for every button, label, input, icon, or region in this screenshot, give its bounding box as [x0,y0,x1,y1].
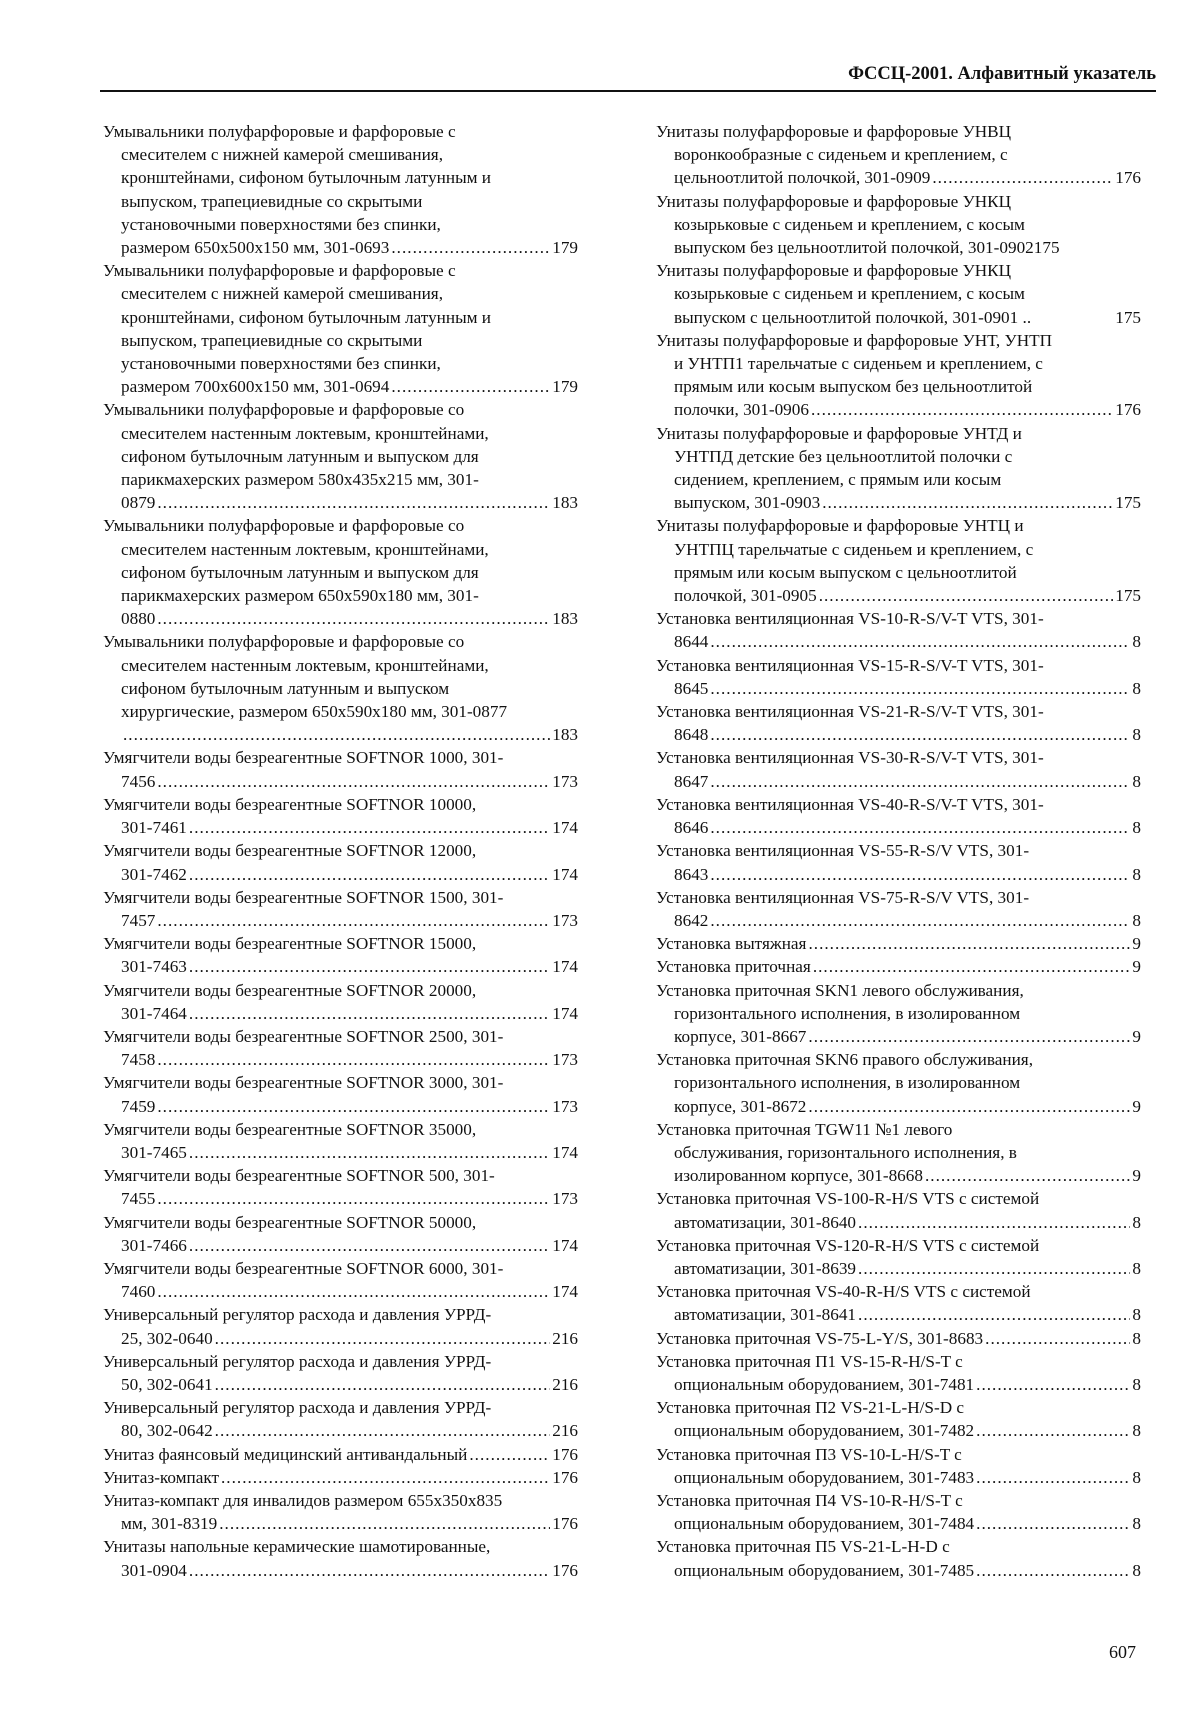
index-entry [103,1466,578,1489]
entry-first-line: Умягчители воды безреагентные SOFTNOR 12000, [103,841,477,861]
entry-first-line: Установка приточная VS-120-R-H/S VTS с системой [656,1235,1040,1255]
entry-continuation-line: горизонтального исполнения, в изолированном [674,1003,1021,1023]
index-entry [103,1535,578,1581]
index-entry [103,514,578,630]
entry-last-line: 7459 [121,1096,156,1116]
dot-leader [710,630,1130,653]
entry-page-ref: 176 [1115,400,1141,420]
dot-leader [189,955,550,978]
entry-page-ref: 8 [1132,1305,1141,1325]
dot-leader [391,236,550,259]
entry-last-line: корпусе, 301-8672 [674,1096,807,1116]
entry-last-line: опциональным оборудованием, 301-7484 [674,1514,975,1534]
index-entry [656,886,1141,932]
index-entry [656,190,1141,260]
dot-leader [858,1257,1130,1280]
dot-leader [157,1095,550,1118]
entry-first-line: Установка приточная VS-40-R-H/S VTS с системой [656,1282,1031,1302]
entry-first-line: Унитазы полуфарфоровые и фарфоровые УНТД и [656,423,1022,443]
entry-continuation-line: козырьковые с сиденьем и креплением, с косым [674,214,1025,234]
dot-leader [219,1512,550,1535]
dot-leader [808,1095,1130,1118]
entry-first-line: Умывальники полуфарфоровые и фарфоровые со [103,632,465,652]
entry-last-line: 301-7466 [121,1235,187,1255]
entry-page-ref: 179 [552,377,578,397]
dot-leader [391,375,550,398]
index-entry [656,1280,1141,1326]
entry-last-line: изолированном корпусе, 301-8668 [674,1166,923,1186]
dot-leader [808,1025,1130,1048]
entry-continuation-line: прямым или косым выпуском без цельноотлитой [674,377,1033,397]
dot-leader [189,1002,550,1025]
entry-first-line: Умягчители воды безреагентные SOFTNOR 1500, 301- [103,887,504,907]
entry-last-line: 50, 302-0641 [121,1374,213,1394]
index-entry [656,422,1141,515]
dot-leader [985,1327,1130,1350]
entry-text: Установка вытяжная [656,934,807,954]
dot-leader [813,955,1131,978]
entry-last-line: опциональным оборудованием, 301-7482 [674,1421,975,1441]
entry-page-ref: 174 [552,818,578,838]
entry-first-line: Умывальники полуфарфоровые и фарфоровые со [103,400,465,420]
index-entry [656,120,1141,190]
dot-leader [157,909,550,932]
entry-continuation-line: смесителем настенным локтевым, кронштейнами, [121,539,489,559]
running-header [100,62,1156,92]
index-entry [103,1303,578,1349]
entry-text: Унитаз-компакт [103,1467,219,1487]
entry-first-line: Унитазы напольные керамические шамотированные, [103,1537,491,1557]
entry-page-ref: 216 [552,1328,578,1348]
index-entry [103,746,578,792]
index-entry [103,793,578,839]
dot-leader [189,863,550,886]
entry-first-line: Установка вентиляционная VS-55-R-S/V VTS, 301- [656,841,1030,861]
entry-first-line: Умягчители воды безреагентные SOFTNOR 6000, 301- [103,1258,504,1278]
index-entry [656,746,1141,792]
entry-continuation-line: смесителем с нижней камерой смешивания, [121,145,444,165]
header-title: ФССЦ-2001. Алфавитный указатель [848,64,1156,84]
dot-leader [157,1187,550,1210]
entry-first-line: Умягчители воды безреагентные SOFTNOR 35000, [103,1119,477,1139]
entry-last-line: 8648 [674,725,709,745]
index-entry [656,979,1141,1049]
entry-page-ref: 174 [552,864,578,884]
index-entry [656,1350,1141,1396]
index-entry [656,1327,1141,1350]
dot-leader [710,677,1130,700]
entry-page-ref: 176 [552,1467,578,1487]
entry-last-line: 7460 [121,1282,156,1302]
entry-page-ref: 9 [1132,934,1141,954]
entry-first-line: Умывальники полуфарфоровые и фарфоровые с [103,261,456,281]
entry-last-line: 301-7462 [121,864,187,884]
entry-page-ref: 174 [552,1282,578,1302]
entry-continuation-line: смесителем настенным локтевым, кронштейнами, [121,655,489,675]
entry-first-line: Установка приточная SKN1 левого обслуживания, [656,980,1024,1000]
entry-first-line: Умягчители воды безреагентные SOFTNOR 500, 301- [103,1166,495,1186]
dot-leader [976,1512,1130,1535]
dot-leader [123,723,550,746]
entry-continuation-line: обслуживания, горизонтального исполнения, в [674,1142,1017,1162]
entry-first-line: Умягчители воды безреагентные SOFTNOR 2500, 301- [103,1026,504,1046]
entry-continuation-line: смесителем с нижней камерой смешивания, [121,284,444,304]
entry-first-line: Установка вентиляционная VS-15-R-S/V-T VTS, 301- [656,655,1044,675]
entry-continuation-line: сидением, креплением, с прямым или косым [674,470,1002,490]
entry-first-line: Умывальники полуфарфоровые и фарфоровые с [103,122,456,141]
entry-first-line: Установка приточная П3 VS-10-L-H/S-T с [656,1444,962,1464]
entry-first-line: Универсальный регулятор расхода и давления УРРД- [103,1351,492,1371]
entry-continuation-line: сифоном бутылочным латунным и выпуском для [121,562,479,582]
index-entry [656,514,1141,607]
entry-last-line: опциональным оборудованием, 301-7483 [674,1467,975,1487]
entry-page-ref: 8 [1132,1212,1141,1232]
index-column-right [656,120,1141,1582]
entry-page-ref: 175 [1115,586,1141,606]
entry-last-line: опциональным оборудованием, 301-7485 [674,1560,975,1580]
entry-page-ref: 175 [1115,493,1141,513]
dot-leader [215,1419,551,1442]
entry-continuation-line: парикмахерских размером 650х590х180 мм, 301- [121,586,479,606]
entry-page-ref: 8 [1132,725,1141,745]
dot-leader [808,932,1130,955]
dot-leader [215,1327,551,1350]
index-entry [656,839,1141,885]
entry-page-ref: 8 [1132,1374,1141,1394]
entry-last-line: 8645 [674,678,709,698]
entry-last-line: размером 650х500х150 мм, 301-0693 [121,238,390,258]
index-entry [103,1211,578,1257]
entry-last-line: 25, 302-0640 [121,1328,213,1348]
entry-page-ref: 176 [1115,168,1141,188]
index-entry [103,1257,578,1303]
entry-last-line: 8644 [674,632,709,652]
entry-continuation-line: сифоном бутылочным латунным и выпуском для [121,446,479,466]
entry-last-line: 8643 [674,864,709,884]
index-entry [103,1164,578,1210]
entry-page-ref: 183 [552,725,578,745]
index-entry [103,1025,578,1071]
entry-continuation-line: установочными поверхностями без спинки, [121,354,441,374]
entry-first-line: Установка приточная П5 VS-21-L-H-D с [656,1537,950,1557]
index-entry [103,398,578,514]
entry-continuation-line: парикмахерских размером 580х435х215 мм, 301- [121,470,479,490]
entry-continuation-line: кронштейнами, сифоном бутылочным латунным и [121,307,491,327]
index-entry [103,1443,578,1466]
entry-last-line: автоматизации, 301-8639 [674,1258,857,1278]
entry-page-ref: 9 [1132,1026,1141,1046]
entry-first-line: Установка вентиляционная VS-75-R-S/V VTS, 301- [656,887,1030,907]
entry-continuation-line: УНТПД детские без цельноотлитой полочки с [674,446,1013,466]
index-entry [656,793,1141,839]
entry-page-ref: 8 [1132,771,1141,791]
entry-first-line: Умывальники полуфарфоровые и фарфоровые со [103,516,465,536]
entry-first-line: Универсальный регулятор расхода и давления УРРД- [103,1398,492,1418]
entry-first-line: Установка приточная SKN6 правого обслуживания, [656,1050,1033,1070]
entry-continuation-line: выпуском без цельноотлитой полочкой, 301-0902175 [674,238,1060,258]
index-entry [103,1118,578,1164]
dot-leader [932,166,1113,189]
dot-leader [710,770,1130,793]
index-entry [656,1443,1141,1489]
dot-leader [215,1373,551,1396]
index-entry [103,979,578,1025]
entry-page-ref: 8 [1132,1514,1141,1534]
index-entry [656,955,1141,978]
entry-page-ref: 9 [1132,1096,1141,1116]
entry-page-ref: 216 [552,1374,578,1394]
entry-last-line: автоматизации, 301-8640 [674,1212,857,1232]
entry-last-line: 7458 [121,1050,156,1070]
entry-page-ref: 8 [1132,864,1141,884]
entry-first-line: Умягчители воды безреагентные SOFTNOR 3000, 301- [103,1073,504,1093]
entry-last-line: 301-7465 [121,1142,187,1162]
entry-page-ref: 9 [1132,1166,1141,1186]
dot-leader [822,491,1113,514]
dot-leader [469,1443,550,1466]
entry-continuation-line: козырьковые с сиденьем и креплением, с косым [674,284,1025,304]
dot-leader [157,770,550,793]
entry-last-line: мм, 301-8319 [121,1514,218,1534]
entry-text: Установка приточная [656,957,811,977]
entry-last-line: 80, 302-0642 [121,1421,213,1441]
entry-page-ref: 8 [1132,1328,1141,1348]
dot-leader [976,1419,1130,1442]
dot-leader [189,1141,550,1164]
entry-last-line: автоматизации, 301-8641 [674,1305,857,1325]
entry-first-line: Унитазы полуфарфоровые и фарфоровые УНКЦ [656,261,1012,281]
entry-last-line: 7457 [121,910,156,930]
entry-page-ref: 8 [1132,1258,1141,1278]
entry-first-line: Умягчители воды безреагентные SOFTNOR 20000, [103,980,477,1000]
entry-first-line: Умягчители воды безреагентные SOFTNOR 1000, 301- [103,748,504,768]
dot-leader [710,816,1130,839]
entry-first-line: Установка приточная П1 VS-15-R-H/S-T с [656,1351,963,1371]
index-entry [656,1048,1141,1118]
entry-last-line: 301-7464 [121,1003,187,1023]
entry-page-ref: 174 [552,1142,578,1162]
entry-continuation-line: горизонтального исполнения, в изолированном [674,1073,1021,1093]
dot-leader [858,1303,1130,1326]
entry-first-line: Установка вентиляционная VS-10-R-S/V-T VTS, 301- [656,609,1044,629]
entry-page-ref: 175 [1115,307,1141,327]
entry-first-line: Унитазы полуфарфоровые и фарфоровые УНКЦ [656,191,1012,211]
entry-continuation-line: воронкообразные с сиденьем и креплением, с [674,145,1008,165]
index-entry [103,886,578,932]
entry-first-line: Умягчители воды безреагентные SOFTNOR 10000, [103,794,477,814]
index-entry [656,1396,1141,1442]
index-entry [656,1187,1141,1233]
entry-first-line: Унитазы полуфарфоровые и фарфоровые УНТ, УНТП [656,330,1053,350]
entry-page-ref: 173 [552,910,578,930]
dot-leader [976,1373,1130,1396]
entry-continuation-line: прямым или косым выпуском с цельноотлитой [674,562,1017,582]
entry-page-ref: 183 [552,493,578,513]
entry-continuation-line: сифоном бутылочным латунным и выпуском [121,678,450,698]
dot-leader [710,723,1130,746]
dot-leader [925,1164,1130,1187]
index-entry [103,1071,578,1117]
entry-text: Унитаз фаянсовый медицинский антивандальный [103,1444,468,1464]
dot-leader [710,909,1130,932]
entry-continuation-line: УНТПЦ тарельчатые с сиденьем и креплением, с [674,539,1034,559]
entry-page-ref: 173 [552,771,578,791]
entry-last-line: размером 700х600х150 мм, 301-0694 [121,377,390,397]
index-entry [103,1489,578,1535]
entry-continuation-line: и УНТП1 тарельчатые с сиденьем и креплением, с [674,354,1043,374]
entry-last-line: 0880 [121,609,156,629]
index-entry [656,654,1141,700]
entry-first-line: Установка приточная VS-100-R-H/S VTS с системой [656,1189,1040,1209]
index-entry [656,1535,1141,1581]
entry-page-ref: 173 [552,1096,578,1116]
entry-continuation-line: установочными поверхностями без спинки, [121,214,441,234]
dot-leader [189,816,550,839]
entry-page-ref: 173 [552,1189,578,1209]
entry-last-line: полочки, 301-0906 [674,400,809,420]
dot-leader [858,1211,1130,1234]
index-entry [103,630,578,746]
index-entry [103,259,578,398]
index-entry [656,259,1141,329]
entry-first-line: Умягчители воды безреагентные SOFTNOR 15000, [103,934,477,954]
page-number: 607 [1109,1642,1136,1662]
dot-leader [976,1466,1130,1489]
dot-leader [157,607,550,630]
entry-page-ref: 173 [552,1050,578,1070]
index-entry [103,1396,578,1442]
entry-page-ref: 176 [552,1514,578,1534]
entry-continuation-line: смесителем настенным локтевым, кронштейнами, [121,423,489,443]
entry-last-line: 301-7461 [121,818,187,838]
entry-page-ref: 179 [552,238,578,258]
entry-last-line: 7455 [121,1189,156,1209]
index-entry [656,700,1141,746]
entry-page-ref: 8 [1132,678,1141,698]
entry-last-line: 8642 [674,910,709,930]
entry-page-ref: 174 [552,1235,578,1255]
index-entry [103,120,578,259]
entry-continuation-line: выпуском, трапециевидные со скрытыми [121,330,423,350]
entry-last-line: выпуском, 301-0903 [674,493,821,513]
entry-continuation-line: хирургические, размером 650х590х180 мм, 301-0877 [121,702,508,722]
index-entry [656,329,1141,422]
entry-page-ref: 216 [552,1421,578,1441]
entry-first-line: Установка приточная TGW11 №1 левого [656,1119,953,1139]
entry-first-line: Умягчители воды безреагентные SOFTNOR 50000, [103,1212,477,1232]
index-entry [656,1118,1141,1188]
dot-leader [976,1559,1130,1582]
entry-text: Установка приточная VS-75-L-Y/S, 301-8683 [656,1328,984,1348]
entry-first-line: Установка вентиляционная VS-40-R-S/V-T VTS, 301- [656,794,1044,814]
entry-last-line: 7456 [121,771,156,791]
entry-page-ref: 176 [552,1560,578,1580]
entry-page-ref: 183 [552,609,578,629]
entry-last-line: 301-7463 [121,957,187,977]
dot-leader [710,863,1130,886]
dot-leader [811,398,1113,421]
index-entry [656,607,1141,653]
dot-leader [819,584,1114,607]
entry-last-line: 8646 [674,818,709,838]
entry-last-line: 301-0904 [121,1560,187,1580]
entry-page-ref: 8 [1132,632,1141,652]
entry-page-ref: 8 [1132,1421,1141,1441]
entry-first-line: Установка приточная П4 VS-10-R-H/S-T с [656,1490,963,1510]
entry-first-line: Установка вентиляционная VS-21-R-S/V-T VTS, 301- [656,702,1044,722]
entry-first-line: Универсальный регулятор расхода и давления УРРД- [103,1305,492,1325]
entry-page-ref: 176 [552,1444,578,1464]
entry-first-line: Унитазы полуфарфоровые и фарфоровые УНТЦ и [656,516,1024,536]
dot-leader [157,1280,550,1303]
dot-leader [157,491,550,514]
entry-page-ref: 174 [552,1003,578,1023]
entry-first-line: Установка приточная П2 VS-21-L-H/S-D с [656,1398,965,1418]
entry-last-line: выпуском с цельноотлитой полочкой, 301-0901 .. [674,307,1032,327]
entry-page-ref: 174 [552,957,578,977]
index-entry [656,1234,1141,1280]
entry-last-line: 8647 [674,771,709,791]
dot-leader [221,1466,550,1489]
entry-first-line: Унитазы полуфарфоровые и фарфоровые УНВЦ [656,122,1012,141]
entry-page-ref: 8 [1132,910,1141,930]
entry-page-ref: 9 [1132,957,1141,977]
index-entry [103,932,578,978]
index-column-left [103,120,578,1582]
entry-last-line: корпусе, 301-8667 [674,1026,807,1046]
entry-last-line: опциональным оборудованием, 301-7481 [674,1374,975,1394]
index-entry [103,1350,578,1396]
entry-continuation-line: кронштейнами, сифоном бутылочным латунным и [121,168,491,188]
entry-last-line: 0879 [121,493,156,513]
index-entry [656,1489,1141,1535]
index-entry [103,839,578,885]
entry-page-ref: 8 [1132,1560,1141,1580]
entry-page-ref: 8 [1132,1467,1141,1487]
entry-continuation-line: выпуском, трапециевидные со скрытыми [121,191,423,211]
dot-leader [157,1048,550,1071]
dot-leader [189,1559,550,1582]
entry-page-ref: 8 [1132,818,1141,838]
dot-leader [189,1234,550,1257]
index-entry [656,932,1141,955]
entry-last-line: цельноотлитой полочкой, 301-0909 [674,168,931,188]
entry-first-line: Установка вентиляционная VS-30-R-S/V-T VTS, 301- [656,748,1044,768]
entry-last-line: полочкой, 301-0905 [674,586,817,606]
entry-first-line: Унитаз-компакт для инвалидов размером 655х350х835 [103,1490,503,1510]
